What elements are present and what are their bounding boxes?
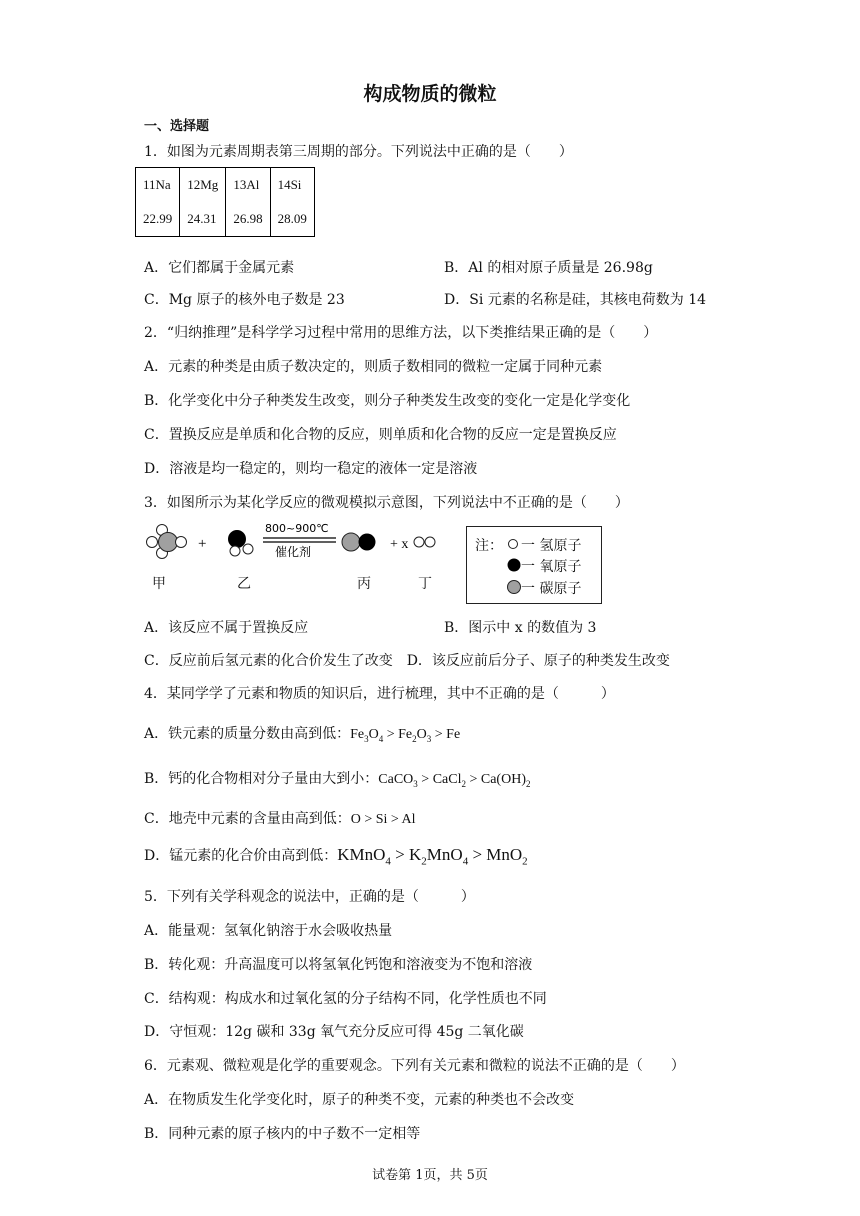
q1-option-b: B．Al 的相对原子质量是 26.98g: [444, 260, 653, 276]
q2-stem: 2．“归纳推理”是科学学习过程中常用的思维方法，以下类推结果正确的是（ ）: [144, 325, 658, 341]
carbon-atom-icon: [508, 581, 521, 594]
q4-option-d: D．锰元素的化合价由高到低：KMnO$_4$ > $K_2MnO_4 > MnO_2$: [144, 845, 528, 868]
q1-option-d: D．Si 元素的名称是硅，其核电荷数为 14: [444, 292, 707, 308]
q5-option-c: C．结构观：构成水和过氧化氢的分子结构不同，化学性质也不同: [144, 991, 547, 1007]
molecule-ding: [414, 537, 435, 547]
q5-option-b: B．转化观：升高温度可以将氢氧化钙饱和溶液变为不饱和溶液: [144, 957, 533, 973]
legend-carbon: 一 碳原子: [521, 581, 582, 597]
plus-x-label: + x: [390, 537, 409, 552]
q5-option-a: A．能量观：氢氧化钠溶于水会吸收热量: [144, 923, 393, 939]
q6-option-a: A．在物质发生化学变化时，原子的种类不变，元素的种类也不会改变: [144, 1092, 575, 1108]
hydrogen-atom-icon: [509, 540, 518, 549]
label-yi: 乙: [237, 576, 251, 592]
q3-stem: 3．如图所示为某化学反应的微观模拟示意图，下列说法中不正确的是（ ）: [144, 495, 629, 511]
q4-a-formula: $Fe_3O_4 > Fe_2O_3 > Fe$: [350, 727, 461, 744]
legend-note: 注：: [475, 538, 503, 554]
q4-b-formula: CaCO$_3$ > CaCl$_2$ > $Ca(OH)_2$: [378, 772, 531, 789]
element-cell-si: 14Si 28.09: [270, 168, 314, 237]
q1-option-a: A．它们都属于金属元素: [144, 260, 295, 276]
element-cell-na: 11Na 22.99: [136, 168, 180, 237]
q2-option-b: B．化学变化中分子种类发生改变，则分子种类发生改变的变化一定是化学变化: [144, 393, 631, 409]
page-title: 构成物质的微粒: [363, 83, 497, 105]
q4-stem: 4．某同学学了元素和物质的知识后，进行梳理，其中不正确的是（ ）: [144, 686, 615, 702]
plus-sign-1: +: [198, 536, 207, 552]
q3-option-a: A．该反应不属于置换反应: [144, 620, 309, 636]
legend-hydrogen: 一 氢原子: [521, 538, 582, 554]
legend-atom-icons: [507, 538, 521, 598]
q2-option-d: D．溶液是均一稳定的，则均一稳定的液体一定是溶液: [144, 461, 478, 477]
q2-option-c: C．置换反应是单质和化合物的反应，则单质和化合物的反应一定是置换反应: [144, 427, 617, 443]
q6-stem: 6．元素观、微粒观是化学的重要观念。下列有关元素和微粒的说法不正确的是（ ）: [144, 1058, 685, 1074]
q1-option-c: C．Mg 原子的核外电子数是 23: [144, 292, 345, 308]
q3-option-b: B．图示中 x 的数值为 3: [444, 620, 597, 636]
q4-d-formula: KMnO$_4$ > $K_2MnO_4 > MnO_2$: [337, 845, 528, 868]
label-jia: 甲: [152, 576, 166, 592]
atom-legend: [466, 526, 602, 604]
q1-stem: 1．如图为元素周期表第三周期的部分。下列说法中正确的是（ ）: [144, 144, 573, 160]
periodic-table-fragment: [135, 167, 315, 237]
q4-c-formula: O > Si > Al: [350, 812, 416, 827]
q5-option-d: D．守恒观：12g 碳和 33g 氧气充分反应可得 45g 二氧化碳: [144, 1024, 524, 1040]
q3-option-cd: C．反应前后氢元素的化合价发生了改变 D．该反应前后分子、原子的种类发生改变: [144, 653, 670, 669]
label-ding: 丁: [418, 576, 432, 592]
molecule-bing: [342, 533, 376, 551]
page-footer: 试卷第 1页，共 5页: [372, 1168, 488, 1183]
molecule-yi: [229, 531, 254, 557]
section-heading: 一、选择题: [144, 119, 210, 134]
q4-option-a: A．铁元素的质量分数由高到低：$Fe_3O_4 > Fe_2O_3 > Fe$: [144, 726, 461, 744]
element-cell-mg: 12Mg 24.31: [180, 168, 226, 237]
q6-option-b: B．同种元素的原子核内的中子数不一定相等: [144, 1126, 421, 1142]
q5-stem: 5．下列有关学科观念的说法中，正确的是（ ）: [144, 889, 475, 905]
q2-option-a: A．元素的种类是由质子数决定的，则质子数相同的微粒一定属于同种元素: [144, 359, 603, 375]
molecule-jia: [147, 525, 187, 559]
element-cell-al: 13Al 26.98: [226, 168, 270, 237]
reaction-condition: 800~900℃: [265, 522, 329, 535]
legend-oxygen: 一 氧原子: [521, 559, 582, 575]
reaction-catalyst: 催化剂: [275, 545, 312, 559]
q4-option-c: C．地壳中元素的含量由高到低：O > Si > Al: [144, 811, 416, 827]
oxygen-atom-icon: [508, 559, 521, 572]
label-bing: 丙: [357, 576, 371, 592]
q4-option-b: B．钙的化合物相对分子量由大到小：CaCO$_3$ > CaCl$_2$ > $Ca(OH)_2$: [144, 771, 531, 789]
